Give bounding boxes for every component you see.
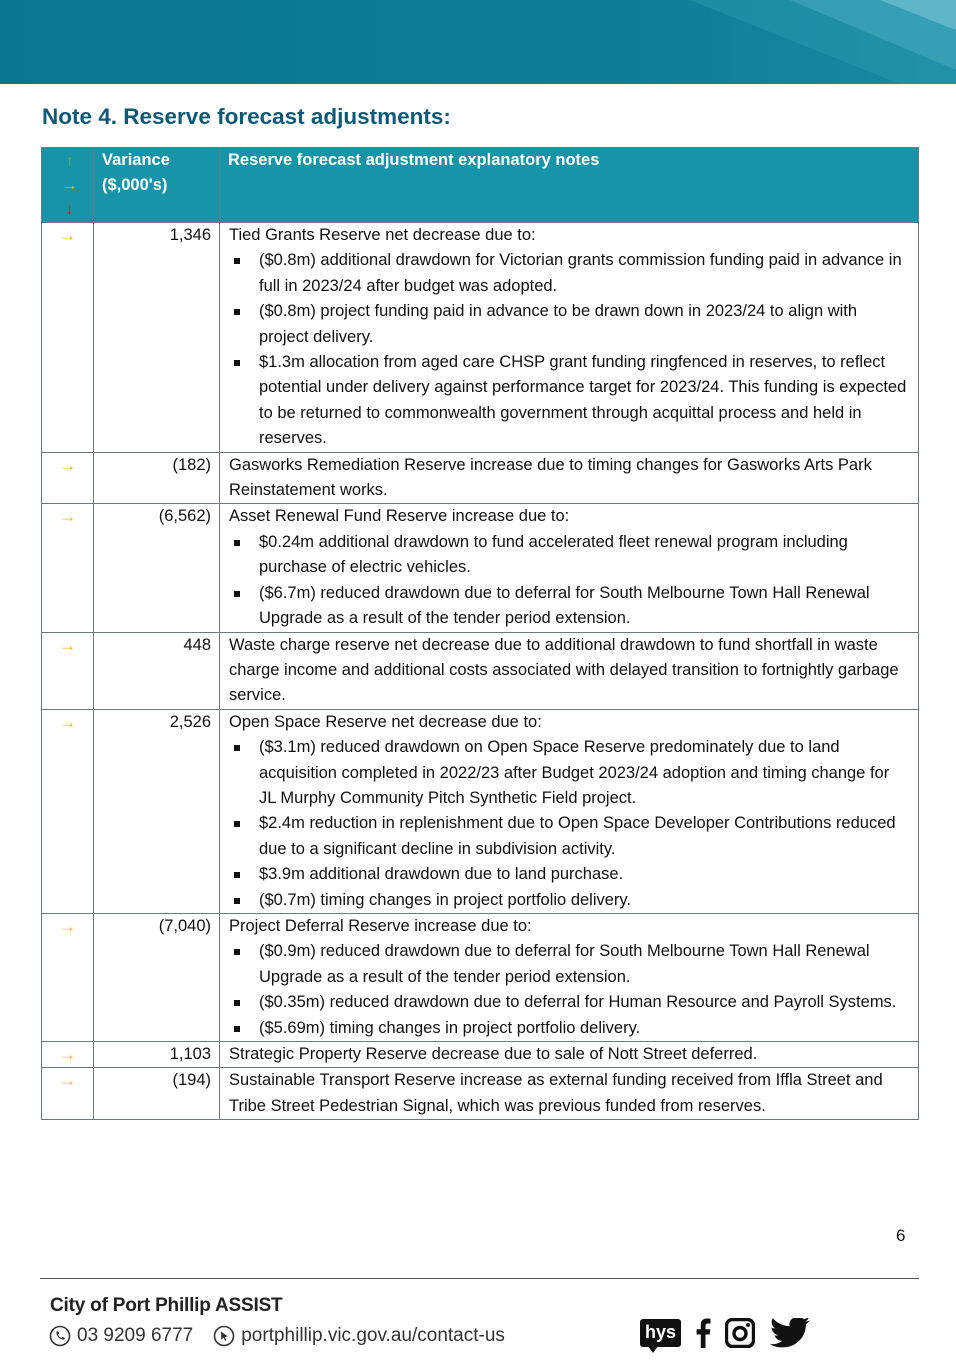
note-text: Sustainable Transport Reserve increase as external funding received from Iffla Street and Tribe Street Pedestrian Signal, which was previous funded from reserves. xyxy=(229,1071,883,1115)
arrow-right-icon: → xyxy=(59,712,76,732)
explanatory-note xyxy=(220,1042,919,1068)
note-text: Gasworks Remediation Reserve increase due to timing changes for Gasworks Arts Park Reinstatement works. xyxy=(229,455,872,500)
row-trend-cell xyxy=(42,223,94,453)
explanatory-note xyxy=(220,1068,919,1120)
row-trend-cell xyxy=(42,913,94,1041)
row-trend-cell xyxy=(42,632,94,709)
arrow-right-icon: → xyxy=(59,1071,76,1091)
note-text: Open Space Reserve net decrease due to: xyxy=(229,712,542,731)
note-bullet-list xyxy=(229,248,908,451)
footer-org-name: City of Port Phillip ASSIST xyxy=(50,1295,283,1316)
note-bullet-list xyxy=(229,530,908,632)
note-bullet: ($5.69m) timing changes in project portfolio delivery. xyxy=(259,1016,908,1041)
note-bullet: ($0.8m) project funding paid in advance to be drawn down in 2023/24 to align with project delivery. xyxy=(259,299,908,350)
variance-value: 448 xyxy=(94,632,220,709)
arrow-right-icon: → xyxy=(61,177,78,194)
variance-header: Variance ($,000's) xyxy=(94,148,220,223)
note-text: Waste charge reserve net decrease due to additional drawdown to fund shortfall in waste charge income and additional costs associated with delayed transition to fortnightly garbage service. xyxy=(229,635,899,705)
arrow-right-icon: → xyxy=(59,455,76,475)
explanatory-note xyxy=(220,223,919,453)
page-title: Note 4. Reserve forecast adjustments: xyxy=(42,104,451,129)
arrow-right-icon: → xyxy=(59,916,76,936)
reserve-adjustments-table xyxy=(41,147,919,1120)
row-trend-cell xyxy=(42,1042,94,1068)
arrow-right-icon: → xyxy=(59,226,76,245)
variance-value: (6,562) xyxy=(94,504,220,632)
table-body xyxy=(42,223,919,1120)
arrow-down-icon: ↓ xyxy=(65,201,74,218)
variance-value: (182) xyxy=(94,452,220,504)
note-bullet-list xyxy=(229,735,908,913)
note-bullet: ($0.7m) timing changes in project portfolio delivery. xyxy=(259,888,908,913)
footer-divider xyxy=(40,1278,919,1279)
instagram-icon[interactable] xyxy=(725,1318,755,1348)
note-bullet: ($6.7m) reduced drawdown due to deferral for South Melbourne Town Hall Renewal Upgrade as a result of the tender period extension. xyxy=(259,581,908,632)
arrow-up-icon: ↑ xyxy=(65,153,74,170)
table-row xyxy=(42,709,919,913)
row-trend-cell xyxy=(42,1068,94,1120)
table-row xyxy=(42,913,919,1041)
note-text: Tied Grants Reserve net decrease due to: xyxy=(229,226,536,244)
footer-contact xyxy=(49,1325,505,1347)
explanatory-note xyxy=(220,632,919,709)
row-trend-cell xyxy=(42,452,94,504)
explanatory-note xyxy=(220,913,919,1041)
footer-website-link[interactable]: portphillip.vic.gov.au/contact-us xyxy=(241,1325,505,1346)
header-band xyxy=(0,0,956,84)
cursor-icon xyxy=(213,1325,235,1347)
explanatory-note xyxy=(220,452,919,504)
variance-value: (7,040) xyxy=(94,913,220,1041)
note-bullet-list xyxy=(229,939,908,1041)
arrow-right-icon: → xyxy=(59,507,76,527)
variance-value: 1,103 xyxy=(94,1042,220,1068)
explanatory-note xyxy=(220,504,919,632)
note-bullet: ($0.8m) additional drawdown for Victorian grants commission funding paid in advance in full in 2023/24 after budget was adopted. xyxy=(259,248,908,299)
table-row xyxy=(42,632,919,709)
row-trend-cell xyxy=(42,709,94,913)
variance-value: 1,346 xyxy=(94,223,220,453)
row-trend-cell xyxy=(42,504,94,632)
table-header-row xyxy=(42,148,919,223)
table-row xyxy=(42,504,919,632)
variance-value: 2,526 xyxy=(94,709,220,913)
table-row xyxy=(42,1068,919,1120)
notes-header: Reserve forecast adjustment explanatory notes xyxy=(220,148,919,223)
phone-icon xyxy=(49,1325,71,1347)
note-text: Strategic Property Reserve decrease due to sale of Nott Street deferred. xyxy=(229,1045,758,1063)
note-bullet: ($3.1m) reduced drawdown on Open Space Reserve predominately due to land acquisition completed in 2022/23 after Budget 2023/24 adoption and timing change for JL Murphy Community Pitch Synthetic Field project. xyxy=(259,735,908,811)
twitter-icon[interactable] xyxy=(769,1318,811,1348)
note-bullet: ($0.35m) reduced drawdown due to deferral for Human Resource and Payroll Systems. xyxy=(259,990,908,1015)
legend-header-cell xyxy=(42,148,94,223)
arrow-right-icon: → xyxy=(59,1045,76,1064)
variance-value: (194) xyxy=(94,1068,220,1120)
note-bullet: $1.3m allocation from aged care CHSP grant funding ringfenced in reserves, to reflect potential under delivery against performance target for 2023/24. This funding is expected to be returned to commonwealth government through acquittal process and held in reserves. xyxy=(259,350,908,452)
note-bullet: ($0.9m) reduced drawdown due to deferral for South Melbourne Town Hall Renewal Upgrade as a result of the tender period extension. xyxy=(259,939,908,990)
social-links xyxy=(640,1318,825,1348)
arrow-right-icon: → xyxy=(59,635,76,655)
page-number: 6 xyxy=(896,1226,906,1245)
hys-icon[interactable]: hys xyxy=(640,1319,681,1347)
note-bullet: $2.4m reduction in replenishment due to Open Space Developer Contributions reduced due to a significant decline in subdivision activity. xyxy=(259,811,908,862)
table-row xyxy=(42,223,919,453)
legend-icons xyxy=(50,148,89,222)
table-row xyxy=(42,452,919,504)
note-text: Project Deferral Reserve increase due to: xyxy=(229,916,532,935)
note-text: Asset Renewal Fund Reserve increase due to: xyxy=(229,507,570,526)
explanatory-note xyxy=(220,709,919,913)
table-row xyxy=(42,1042,919,1068)
note-bullet: $3.9m additional drawdown due to land purchase. xyxy=(259,862,908,887)
header-band-graphic xyxy=(0,0,956,84)
facebook-icon[interactable] xyxy=(695,1318,711,1348)
note-bullet: $0.24m additional drawdown to fund accelerated fleet renewal program including purchase of electric vehicles. xyxy=(259,530,908,581)
footer-phone[interactable]: 03 9209 6777 xyxy=(77,1325,194,1346)
